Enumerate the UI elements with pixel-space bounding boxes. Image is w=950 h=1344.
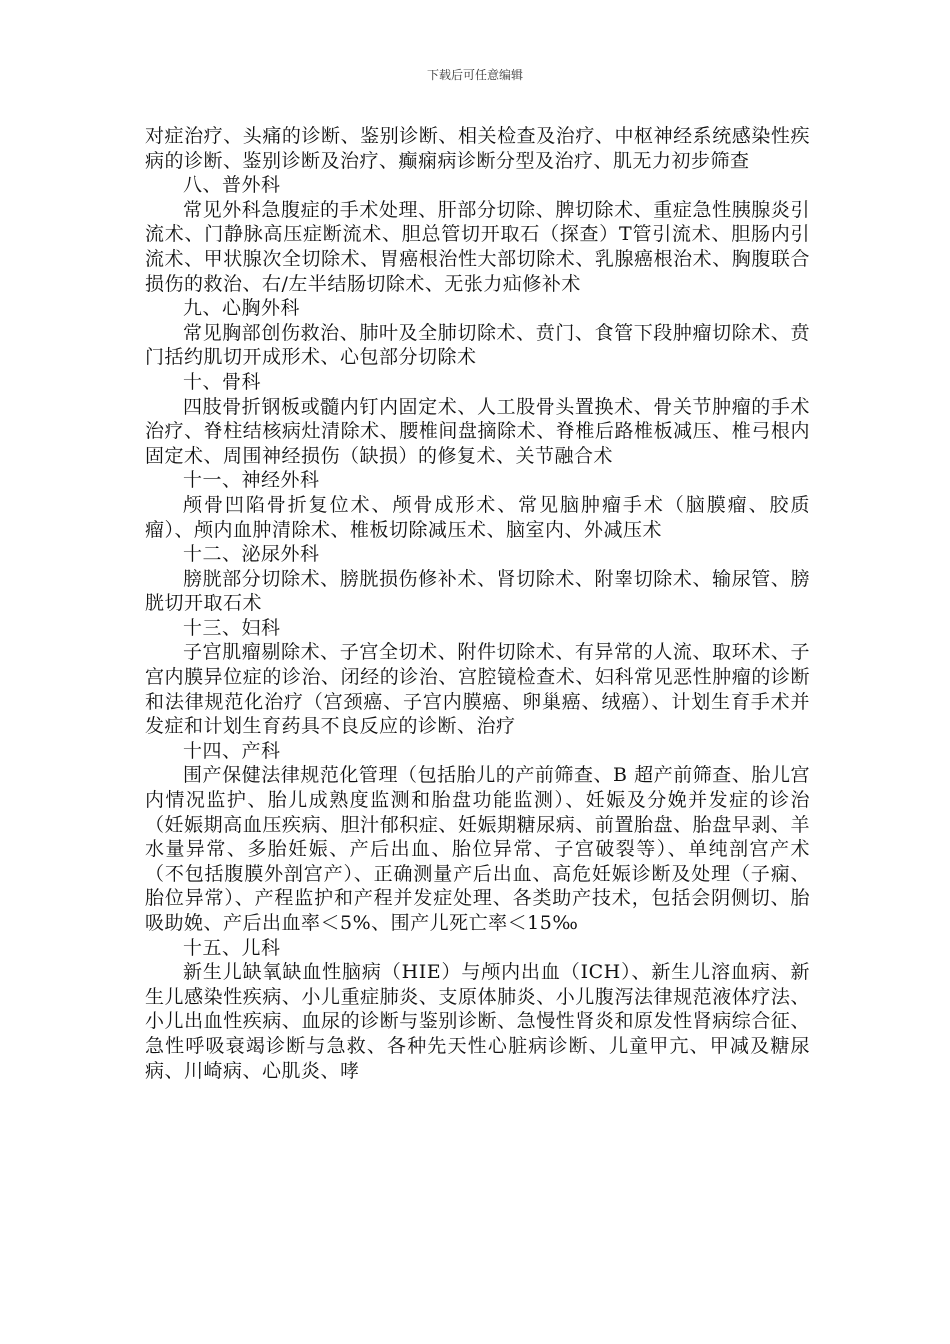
page-header: 下载后可任意编辑 — [426, 68, 523, 82]
section-heading-obstetrics: 十四、产科 — [183, 739, 281, 762]
section-heading-orthopedics: 十、骨科 — [183, 370, 262, 393]
section-heading-pediatrics: 十五、儿科 — [183, 936, 281, 959]
paragraph-general-surgery: 常见外科急腹症的手术处理、肝部分切除、脾切除术、重症急性胰腺炎引流术、门静脉高压症断流术、胆总管切开取石（探查）T管引流术、胆肠内引流术、甲状腺次全切除术、胃癌根治性大部切除术、乳腺癌根治术、胸腹联合损伤的救治、右/左半结肠切除术、无张力疝修补术 — [145, 198, 810, 295]
paragraph-gynecology: 子宫肌瘤剔除术、子宫全切术、附件切除术、有异常的人流、取环术、子宫内膜异位症的诊治、闭经的诊治、宫腔镜检查术、妇科常见恶性肿瘤的诊断和法律规范化治疗（宫颈癌、子宫内膜癌、卵巢癌、绒癌）、计划生育手术并发症和计划生育药具不良反应的诊断、治疗 — [145, 641, 810, 738]
section-heading-urology: 十二、泌尿外科 — [183, 543, 320, 566]
section-heading-neurosurgery: 十一、神经外科 — [183, 469, 320, 492]
paragraph-neurosurgery: 颅骨凹陷骨折复位术、颅骨成形术、常见脑肿瘤手术（脑膜瘤、胶质瘤）、颅内血肿清除术、椎板切除减压术、脑室内、外减压术 — [145, 493, 810, 541]
paragraph-orthopedics: 四肢骨折钢板或髓内钉内固定术、人工股骨头置换术、骨关节肿瘤的手术治疗、脊柱结核病灶清除术、腰椎间盘摘除术、脊椎后路椎板减压、椎弓根内固定术、周围神经损伤（缺损）的修复术、关节融合术 — [145, 395, 810, 467]
paragraph-obstetrics: 围产保健法律规范化管理（包括胎儿的产前筛查、B 超产前筛查、胎儿宫内情况监护、胎儿成熟度监测和胎盘功能监测）、妊娠及分娩并发症的诊治（妊娠期高血压疾病、胆汁郁积症、妊娠期糖尿病、前置胎盘、胎盘早剥、羊水量异常、多胎妊娠、产后出血、胎位异常、子宫破裂等）、单纯剖宫产术（不包括腹膜外剖宫产）、正确测量产后出血、高危妊娠诊断及处理（子痫、胎位异常）、产程监护和产程并发症处理、各类助产技术，包括会阴侧切、胎吸助娩、产后出血率＜5%、围产儿死亡率＜15‰ — [145, 764, 810, 934]
paragraph-cardiothoracic: 常见胸部创伤救治、肺叶及全肺切除术、贲门、食管下段肿瘤切除术、贲门括约肌切开成形术、心包部分切除术 — [145, 321, 810, 369]
paragraph-pediatrics: 新生儿缺氧缺血性脑病（HIE）与颅内出血（ICH）、新生儿溶血病、新生儿感染性疾病、小儿重症肺炎、支原体肺炎、小儿腹泻法律规范液体疗法、小儿出血性疾病、血尿的诊断与鉴别诊断、急慢性肾炎和原发性肾病综合征、急性呼吸衰竭诊断与急救、各种先天性心脏病诊断、儿童甲亢、甲减及糖尿病、川崎病、心肌炎、哮 — [145, 961, 810, 1082]
paragraph-urology: 膀胱部分切除术、膀胱损伤修补术、肾切除术、附睾切除术、输尿管、膀胱切开取石术 — [145, 567, 810, 615]
document-body — [145, 124, 810, 1083]
section-heading-gynecology: 十三、妇科 — [183, 616, 281, 639]
section-heading-cardiothoracic: 九、心胸外科 — [183, 297, 301, 320]
section-heading-general-surgery: 八、普外科 — [183, 174, 281, 197]
paragraph-continuation: 对症治疗、头痛的诊断、鉴别诊断、相关检查及治疗、中枢神经系统感染性疾病的诊断、鉴别诊断及治疗、癫痫病诊断分型及治疗、肌无力初步筛查 — [145, 125, 810, 172]
